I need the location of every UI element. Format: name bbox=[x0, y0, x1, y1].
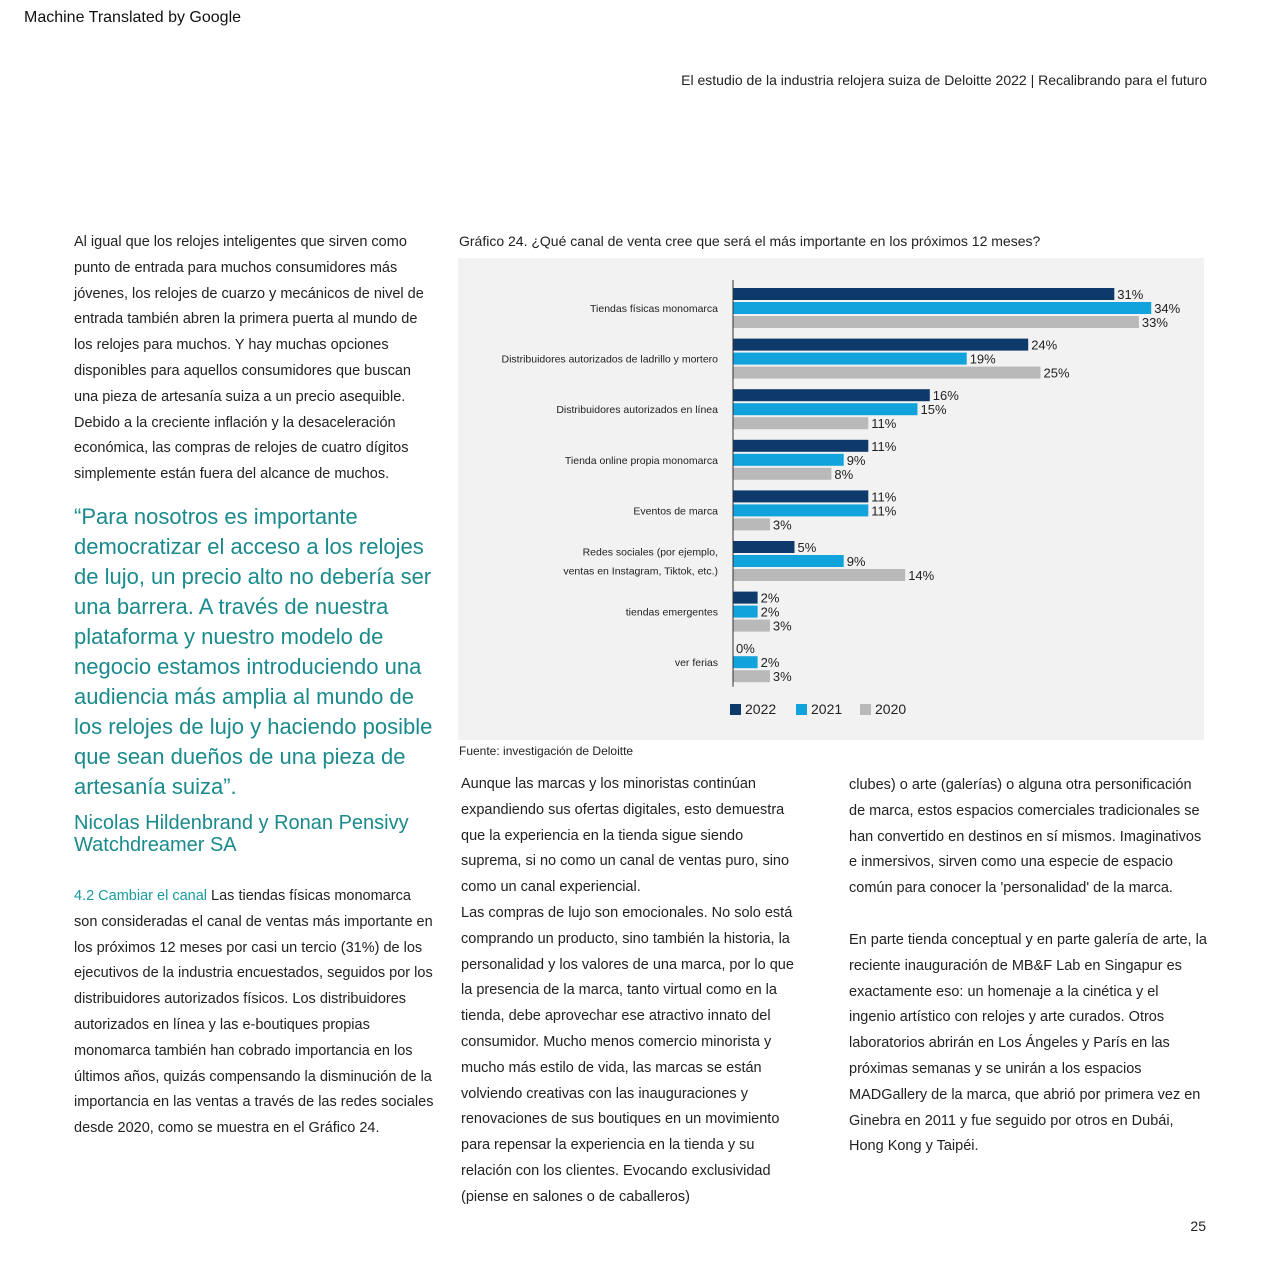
section-title: 4.2 Cambiar el canal bbox=[74, 887, 207, 904]
bar-2020 bbox=[733, 620, 770, 632]
data-label: 16% bbox=[932, 388, 959, 404]
data-label: 34% bbox=[1154, 301, 1181, 316]
data-label: 2% bbox=[760, 604, 780, 620]
data-label: 33% bbox=[1141, 315, 1168, 330]
chart-source: Fuente: investigación de Deloitte bbox=[459, 744, 634, 758]
right-paragraph-1: clubes) o arte (galerías) o alguna otra personificación de marca, estos espacios comerciales tradicionales se han convertido en destinos en sí mismos. Imaginativos e inmersivos, sirven como una especie de espacio común para conocer la 'personalidad' de la marca. bbox=[849, 777, 1202, 897]
bar-2021 bbox=[733, 454, 844, 466]
data-label: 0% bbox=[736, 641, 755, 657]
section-text: Las tiendas físicas monomarca son consideradas el canal de ventas más importante en los próximos 12 meses por casi un tercio (31%) de los ejecutivos de la industria encuestados, seguidos por los distribuidores autorizados físicos. Los distribuidores autorizados en línea y las e-boutiques propias monomarca también han cobrado importancia en los últimos años, quizás compensando la disminución de la importancia en las ventas a través de las redes sociales desde 2020, como se muestra en el Gráfico 24. bbox=[74, 887, 434, 1137]
section-paragraph bbox=[74, 884, 434, 1142]
category-label: Tienda online propia monomarca bbox=[564, 454, 718, 467]
bar-2021 bbox=[733, 403, 918, 415]
data-label: 11% bbox=[871, 489, 897, 505]
bar-2021 bbox=[733, 302, 1151, 314]
bar-2021 bbox=[733, 353, 967, 365]
data-label: 15% bbox=[920, 402, 947, 418]
bar-2022 bbox=[733, 440, 868, 452]
data-label: 2% bbox=[760, 655, 780, 671]
data-label: 11% bbox=[871, 503, 897, 519]
data-label: 24% bbox=[1031, 337, 1058, 353]
bar-chart bbox=[458, 258, 1204, 740]
bar-2020 bbox=[733, 367, 1041, 379]
bar-2020 bbox=[733, 518, 770, 530]
legend-label-2022: 2022 bbox=[745, 701, 777, 717]
category-label: ventas en Instagram, Tiktok, etc.) bbox=[563, 565, 718, 578]
legend-label-2021: 2021 bbox=[811, 701, 843, 717]
bar-2021 bbox=[733, 504, 868, 516]
category-label: ver ferias bbox=[674, 657, 718, 670]
data-label: 5% bbox=[797, 540, 817, 555]
intro-paragraph: Al igual que los relojes inteligentes que sirven como punto de entrada para muchos consumidores más jóvenes, los relojes de cuarzo y mecánicos de nivel de entrada también abren la primera puerta al mundo de los relojes para muchos. Y hay muchas opciones disponibles para aquellos consumidores que buscan una pieza de artesanía suiza a un precio asequible. Debido a la creciente inflación y la desaceleración económica, las compras de relojes de cuatro dígitos simplemente están fuera del alcance de muchos. bbox=[74, 234, 424, 483]
quote-company: Watchdreamer SA bbox=[74, 833, 237, 856]
left-column bbox=[74, 230, 434, 1142]
bar-2021 bbox=[733, 606, 758, 618]
data-label: 31% bbox=[1117, 287, 1144, 302]
category-label: Eventos de marca bbox=[633, 505, 718, 518]
category-label: tiendas emergentes bbox=[625, 606, 718, 619]
legend-swatch-2022 bbox=[730, 704, 741, 715]
category-label: Redes sociales (por ejemplo, bbox=[582, 546, 718, 559]
bar-2022 bbox=[733, 288, 1114, 300]
bar-2022 bbox=[733, 490, 868, 502]
chart-panel bbox=[458, 258, 1204, 740]
bar-2022 bbox=[733, 389, 930, 401]
bar-2020 bbox=[733, 417, 868, 429]
running-header: El estudio de la industria relojera suiza de Deloitte 2022 | Recalibrando para el futuro bbox=[681, 72, 1207, 88]
data-label: 3% bbox=[772, 517, 792, 533]
bar-2022 bbox=[733, 339, 1028, 351]
bar-2020 bbox=[733, 468, 831, 480]
bar-2020 bbox=[733, 316, 1139, 328]
legend-label-2020: 2020 bbox=[875, 701, 907, 717]
legend-swatch-2020 bbox=[860, 704, 871, 715]
data-label: 3% bbox=[772, 618, 792, 634]
data-label: 9% bbox=[846, 452, 866, 468]
middle-paragraph-2: Las compras de lujo son emocionales. No solo está comprando un producto, sino también la historia, la personalidad y los valores de una marca, por lo que la presencia de la marca, tanto virtual como en la tienda, debe aprovechar ese atractivo innato del consumidor. Mucho menos comercio minorista y mucho más estilo de vida, las marcas se están volviendo creativas con las inauguraciones y renovaciones de sus boutiques en un movimiento para repensar la experiencia en la tienda y su relación con los clientes. Evocando exclusividad (piense en salones o de caballeros) bbox=[461, 904, 794, 1205]
bar-2020 bbox=[733, 569, 905, 581]
pull-quote: “Para nosotros es importante democratizar el acceso a los relojes de lujo, un precio alto no debería ser una barrera. A través de nuestra plataforma y nuestro modelo de negocio estamos introduciendo una audiencia más amplia al mundo de los relojes de lujo y haciendo posible que sean dueños de una pieza de artesanía suiza”. bbox=[74, 503, 433, 799]
category-label: Distribuidores autorizados de ladrillo y mortero bbox=[501, 353, 718, 366]
bar-2022 bbox=[733, 592, 758, 604]
middle-column bbox=[461, 772, 806, 1211]
data-label: 3% bbox=[772, 669, 792, 685]
category-label: Distribuidores autorizados en línea bbox=[556, 404, 718, 417]
legend-swatch-2021 bbox=[796, 704, 807, 715]
data-label: 9% bbox=[846, 554, 866, 569]
data-label: 14% bbox=[908, 568, 935, 583]
category-label: Tiendas físicas monomarca bbox=[590, 303, 718, 315]
chart-title: Gráfico 24. ¿Qué canal de venta cree que será el más importante en los próximos 12 meses? bbox=[459, 233, 1041, 249]
middle-paragraph-1: Aunque las marcas y los minoristas continúan expandiendo sus ofertas digitales, esto demuestra que la experiencia en la tienda sigue siendo suprema, si no como un canal de ventas puro, sino como un canal experiencial. bbox=[461, 776, 790, 896]
data-label: 11% bbox=[871, 438, 897, 454]
data-label: 11% bbox=[871, 416, 897, 432]
page-number: 25 bbox=[1190, 1218, 1206, 1234]
machine-translation-banner: Machine Translated by Google bbox=[24, 9, 242, 26]
bar-2021 bbox=[733, 656, 758, 668]
quote-author: Nicolas Hildenbrand y Ronan Pensivy bbox=[74, 811, 409, 834]
bar-2022 bbox=[733, 541, 795, 553]
data-label: 25% bbox=[1043, 365, 1070, 381]
right-column bbox=[849, 773, 1209, 1160]
right-paragraph-2: En parte tienda conceptual y en parte galería de arte, la reciente inauguración de MB&F Lab en Singapur es exactamente eso: un homenaje a la cinética y el ingenio artístico con relojes y arte curados. Otros laboratorios abrirán en Los Ángeles y París en las próximas semanas y se unirán a los espacios MADGallery de la marca, que abrió por primera vez en Ginebra en 2011 y fue seguido por otros en Dubái, Hong Kong y Taipéi. bbox=[849, 931, 1207, 1155]
data-label: 8% bbox=[834, 466, 854, 482]
data-label: 2% bbox=[760, 590, 780, 606]
bar-2021 bbox=[733, 555, 844, 567]
bar-2020 bbox=[733, 670, 770, 682]
data-label: 19% bbox=[969, 351, 996, 367]
